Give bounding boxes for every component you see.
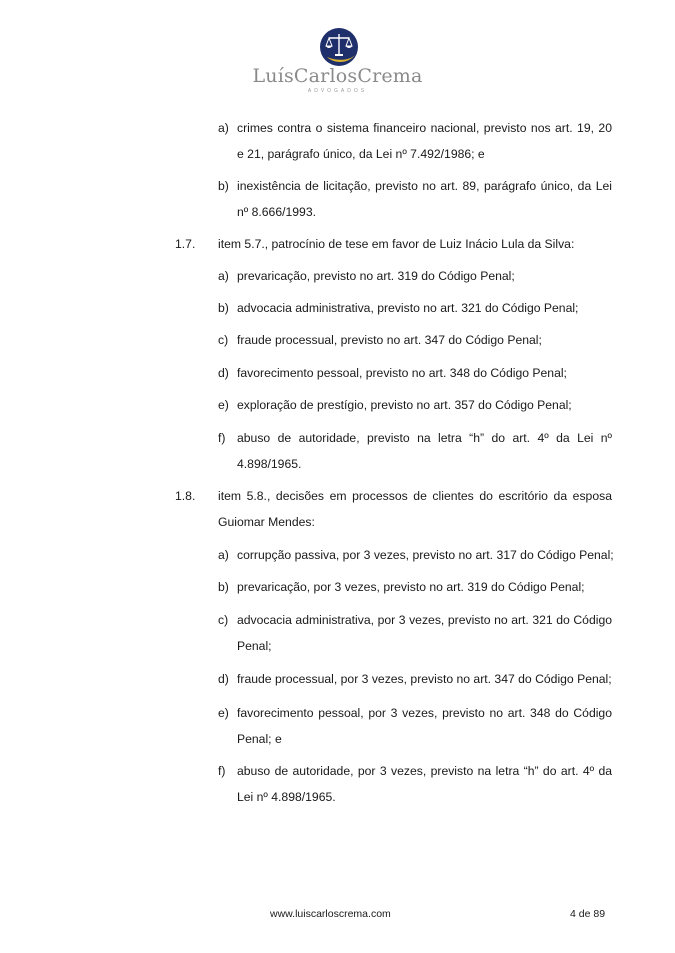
list-item-text: abuso de autoridade, previsto na letra “h” do art. 4º da Lei nº [237, 431, 612, 445]
list-label: f) [218, 431, 226, 445]
section-text: item 5.7., patrocínio de tese em favor de Luiz Inácio Lula da Silva: [218, 237, 575, 251]
footer-website: www.luiscarloscrema.com [270, 908, 391, 920]
list-item-text: 4.898/1965. [237, 457, 302, 471]
list-label: b) [218, 179, 229, 193]
list-item-text: prevaricação, previsto no art. 319 do Código Penal; [237, 269, 515, 283]
section-text: Guiomar Mendes: [218, 515, 315, 529]
list-item-text: crimes contra o sistema financeiro nacional, previsto nos art. 19, 20 [237, 121, 612, 135]
section-number: 1.7. [175, 237, 196, 251]
logo-subtitle: ADVOGADOS [307, 88, 368, 94]
list-label: f) [218, 764, 226, 778]
list-label: c) [218, 333, 229, 347]
list-item-text: fraude processual, por 3 vezes, previsto no art. 347 do Código Penal; [237, 672, 612, 686]
list-item-text: prevaricação, por 3 vezes, previsto no art. 319 do Código Penal; [237, 580, 585, 594]
list-label: d) [218, 366, 229, 380]
scales-of-justice-icon [319, 27, 359, 67]
list-label: a) [218, 548, 229, 562]
list-item-text: exploração de prestígio, previsto no art. 357 do Código Penal; [237, 398, 572, 412]
list-label: d) [218, 672, 229, 686]
list-item-text: e 21, parágrafo único, da Lei nº 7.492/1986; e [237, 147, 485, 161]
list-label: a) [218, 121, 229, 135]
list-label: a) [218, 269, 229, 283]
list-item-text: nº 8.666/1993. [237, 205, 316, 219]
list-label: e) [218, 706, 229, 720]
section-text: item 5.8., decisões em processos de clientes do escritório da esposa [218, 489, 612, 503]
list-item-text: advocacia administrativa, por 3 vezes, previsto no art. 321 do Código [237, 613, 612, 627]
list-label: b) [218, 301, 229, 315]
list-item-text: inexistência de licitação, previsto no art. 89, parágrafo único, da Lei [237, 179, 612, 193]
list-item-text: favorecimento pessoal, previsto no art. 348 do Código Penal; [237, 366, 567, 380]
list-label: c) [218, 613, 229, 627]
page-number: 4 de 89 [570, 908, 606, 920]
list-item-text: advocacia administrativa, previsto no art. 321 do Código Penal; [237, 301, 579, 315]
list-item-text: fraude processual, previsto no art. 347 do Código Penal; [237, 333, 542, 347]
logo-wordmark: LuísCarlosCrema [252, 65, 423, 87]
list-item-text: Penal; [237, 639, 272, 653]
list-item-text: Penal; e [237, 732, 282, 746]
list-item-text: Lei nº 4.898/1965. [237, 790, 336, 804]
list-item-text: abuso de autoridade, por 3 vezes, previsto na letra “h” do art. 4º da [237, 764, 612, 778]
list-label: e) [218, 398, 229, 412]
list-label: b) [218, 580, 229, 594]
letterhead [0, 22, 675, 102]
section-number: 1.8. [175, 489, 196, 503]
list-item-text: corrupção passiva, por 3 vezes, previsto no art. 317 do Código Penal; [237, 548, 614, 562]
list-item-text: favorecimento pessoal, por 3 vezes, previsto no art. 348 do Código [237, 706, 612, 720]
